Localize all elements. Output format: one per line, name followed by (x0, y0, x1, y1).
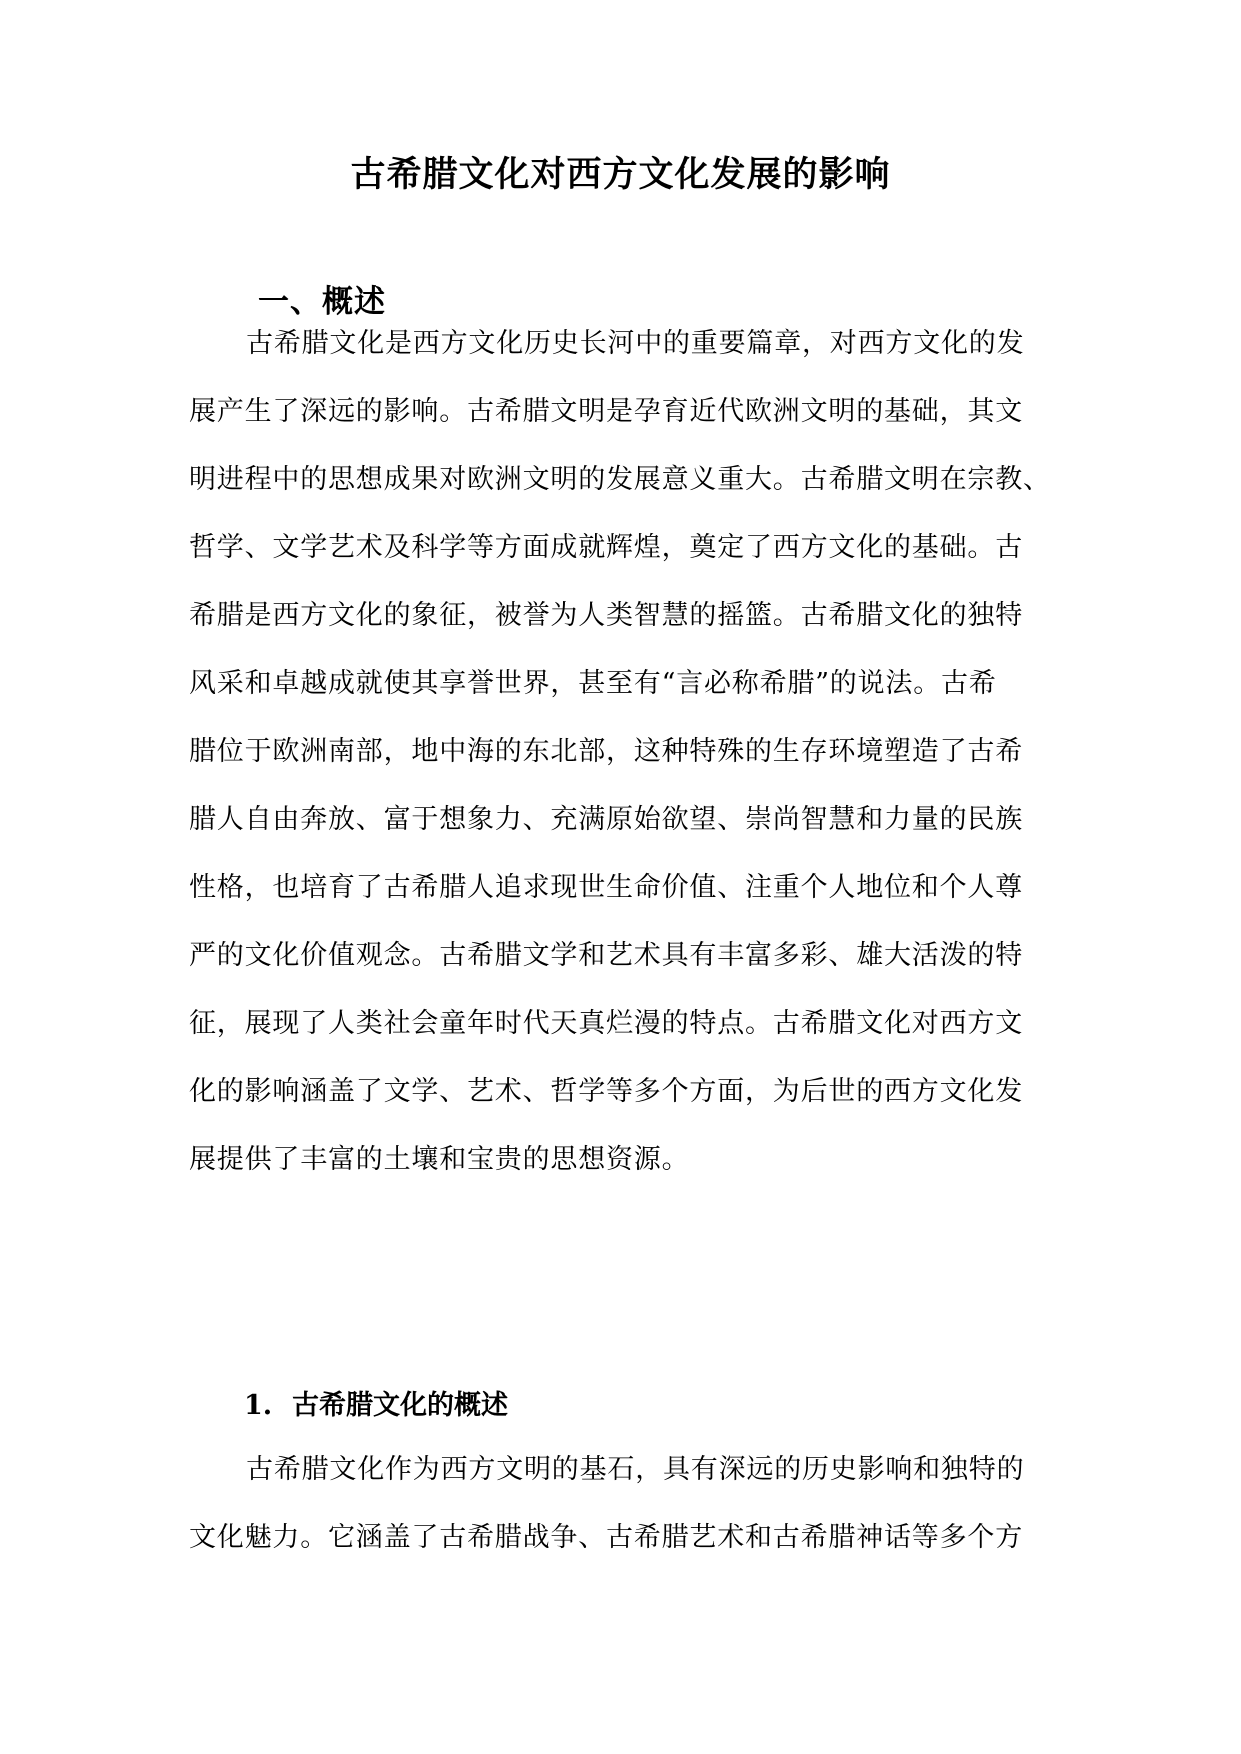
paragraph-line: 严的文化价值观念。古希腊文学和艺术具有丰富多彩、雄大活泼的特 (189, 940, 1023, 971)
paragraph-line: 展产生了深远的影响。古希腊文明是孕育近代欧洲文明的基础，其文 (189, 396, 1023, 427)
paragraph-line: 希腊是西方文化的象征，被誉为人类智慧的摇篮。古希腊文化的独特 (189, 600, 1023, 631)
paragraph-line: 腊人自由奔放、富于想象力、充满原始欲望、崇尚智慧和力量的民族 (189, 804, 1023, 835)
paragraph-line: 古希腊文化作为西方文明的基石，具有深远的历史影响和独特的 (246, 1454, 1025, 1485)
paragraph-line: 古希腊文化是西方文化历史长河中的重要篇章，对西方文化的发 (246, 328, 1025, 359)
paragraph-line: 化的影响涵盖了文学、艺术、哲学等多个方面，为后世的西方文化发 (189, 1076, 1023, 1107)
paragraph-line: 腊位于欧洲南部，地中海的东北部，这种特殊的生存环境塑造了古希 (189, 736, 1023, 767)
paragraph-line: 展提供了丰富的土壤和宝贵的思想资源。 (189, 1144, 690, 1175)
subsection-heading (244, 1386, 508, 1426)
paragraph-line: 风采和卓越成就使其享誉世界，甚至有“言必称希腊”的说法。古希 (189, 668, 997, 699)
paragraph-line: 哲学、文学艺术及科学等方面成就辉煌，奠定了西方文化的基础。古 (189, 532, 1023, 563)
section-heading-overview: 一、概述 (258, 284, 386, 320)
paragraph-line: 文化魅力。它涵盖了古希腊战争、古希腊艺术和古希腊神话等多个方 (189, 1522, 1023, 1553)
document-title: 古希腊文化对西方文化发展的影响 (350, 154, 891, 195)
subsection-title: 古希腊文化的概述 (292, 1390, 508, 1421)
paragraph-line: 明进程中的思想成果对欧洲文明的发展意义重大。古希腊文明在宗教、 (189, 464, 1051, 495)
paragraph-line: 性格，也培育了古希腊人追求现世生命价值、注重个人地位和个人尊 (189, 872, 1023, 903)
subsection-number: 1. (244, 1390, 273, 1421)
paragraph-line: 征，展现了人类社会童年时代天真烂漫的特点。古希腊文化对西方文 (189, 1008, 1023, 1039)
